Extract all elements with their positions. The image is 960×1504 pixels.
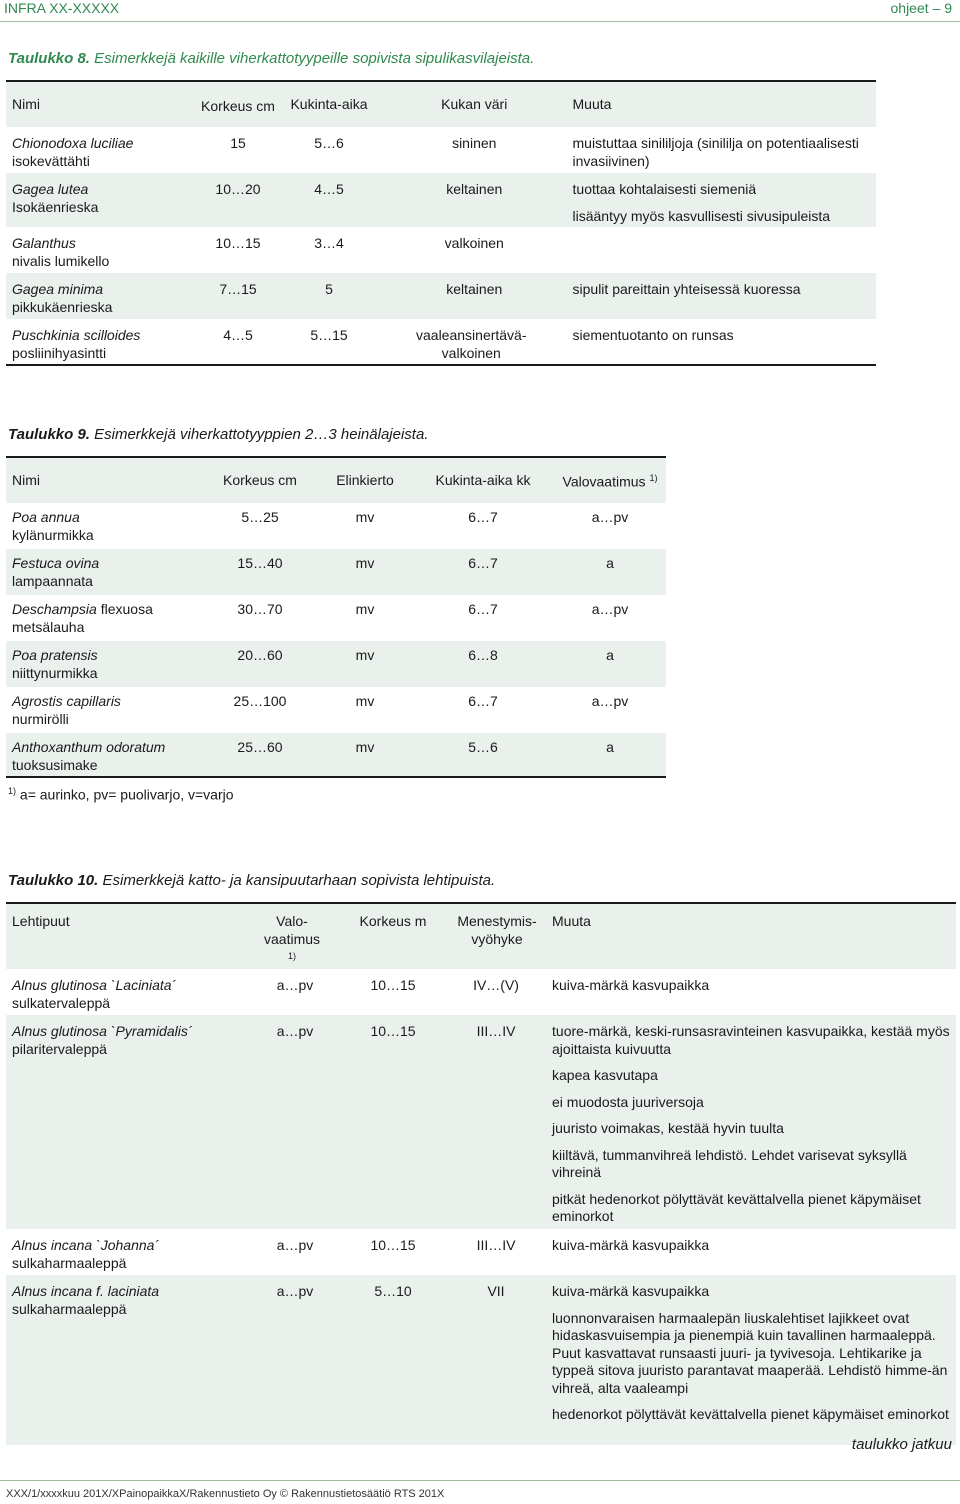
table10-caption-label: Taulukko 10.	[8, 872, 99, 889]
note-value: sipulit pareittain yhteisessä kuoressa	[567, 273, 876, 319]
t9-name-cell	[6, 549, 202, 595]
bloom-value: 6…7	[468, 509, 498, 525]
table-row	[6, 319, 876, 365]
finnish-name: pikkukäenrieska	[12, 298, 113, 315]
t8-name-cell	[6, 227, 194, 273]
table-continues-note: taulukko jatkuu	[851, 1436, 952, 1453]
table9-footnote	[8, 783, 234, 804]
latin-name: Anthoxanthum odoratum	[12, 739, 166, 755]
latin-name: Chionodoxa luciliae	[12, 135, 134, 151]
t9-name-cell	[6, 595, 202, 641]
t9-name-cell	[6, 641, 202, 687]
latin-name: Alnus glutinosa `Pyramidalis´	[12, 1023, 193, 1040]
t9-col-light-label: Valovaatimus	[562, 473, 646, 490]
table-row	[6, 687, 666, 733]
t9-col-height: Korkeus cm	[202, 457, 312, 503]
t10-col-light	[244, 903, 340, 969]
finnish-name: nurmirölli	[12, 710, 69, 727]
table-row	[6, 227, 876, 273]
t10-col-zone: Menestymis-vyöhyke	[440, 903, 546, 969]
table-row	[6, 549, 666, 595]
note-value	[567, 227, 876, 273]
table-row	[6, 969, 956, 1015]
table9-caption-label: Taulukko 9.	[8, 426, 90, 443]
life-value: mv	[355, 693, 375, 709]
life-value: mv	[312, 733, 412, 777]
t10-name-cell	[6, 1275, 244, 1445]
table9	[6, 456, 666, 778]
note-value: juuristo voimakas, kestää hyvin tuulta	[552, 1120, 784, 1137]
latin-name: Gagea minima	[12, 281, 104, 297]
note-value: lisääntyy myös kasvullisesti sivusipuleista	[572, 207, 831, 224]
note-value: kuiva-märkä kasvupaikka	[552, 977, 710, 994]
bloom-value: 5	[276, 273, 376, 319]
table-row	[6, 595, 666, 641]
latin-name: Alnus glutinosa `Laciniata´	[12, 977, 177, 994]
t8-col-color: Kukan väri	[376, 81, 567, 127]
height-value: 5…10	[340, 1275, 440, 1445]
latin-name: Galanthus	[12, 235, 76, 251]
life-value: mv	[312, 549, 412, 595]
note-cell	[546, 1275, 956, 1445]
bloom-value: 6…7	[468, 693, 498, 709]
finnish-name: pilaritervaleppä	[12, 1040, 107, 1057]
bloom-value: 5…15	[310, 327, 348, 343]
table-row	[6, 733, 666, 777]
height-value: 20…60	[202, 641, 312, 687]
latin-name: Gagea lutea	[12, 181, 89, 197]
color-value: vaaleansinertävä-valkoinen	[416, 327, 527, 361]
header-divider	[0, 21, 960, 22]
t10-col-note: Muuta	[546, 903, 956, 969]
light-value: a…pv	[591, 693, 629, 709]
finnish-name: posliinihyasintti	[12, 344, 107, 361]
table-row	[6, 173, 876, 227]
latin-name: Deschampsia	[12, 601, 97, 617]
finnish-name: isokevättähti	[12, 152, 90, 169]
t9-col-bloom: Kukinta-aika kk	[412, 457, 548, 503]
color-value: keltainen	[376, 273, 567, 319]
table8	[6, 80, 876, 366]
height-value: 25…100	[233, 693, 287, 709]
height-value: 5…25	[241, 509, 279, 525]
finnish-name: sulkaharmaaleppä	[12, 1254, 127, 1271]
height-value: 30…70	[237, 601, 283, 617]
light-value: a…pv	[591, 509, 629, 525]
color-value: valkoinen	[444, 235, 504, 251]
light-value: a…pv	[591, 601, 629, 617]
finnish-name: sulkaharmaaleppä	[12, 1300, 127, 1317]
t8-col-name: Nimi	[6, 81, 194, 127]
table-row	[6, 273, 876, 319]
note-value: kuiva-märkä kasvupaikka	[552, 1237, 710, 1254]
height-value: 4…5	[223, 327, 253, 343]
table-row	[6, 127, 876, 173]
table8-caption	[8, 50, 534, 68]
finnish-name: nivalis lumikello	[12, 252, 110, 269]
bloom-value: 3…4	[314, 235, 344, 251]
note-value: pitkät hedenorkot pölyttävät kevättalvella pienet käpymäiset eminorkot	[552, 1190, 921, 1225]
t9-col-life: Elinkierto	[312, 457, 412, 503]
note-cell	[546, 1015, 956, 1229]
t10-name-cell	[6, 969, 244, 1015]
t8-name-cell	[6, 173, 194, 227]
height-value: 7…15	[194, 273, 276, 319]
height-value: 10…15	[370, 977, 416, 994]
latin-name: Agrostis capillaris	[12, 693, 121, 709]
latin-name: Poa pratensis	[12, 647, 98, 663]
latin-name: Alnus incana `Johanna´	[12, 1237, 160, 1254]
height-value: 10…20	[194, 173, 276, 227]
bloom-value: 5…6	[412, 733, 548, 777]
t9-col-name: Nimi	[6, 457, 202, 503]
t9-name-cell	[6, 503, 202, 549]
light-value: a…pv	[244, 1275, 340, 1445]
note-value: luonnonvaraisen harmaalepän liuskalehtiset lajikkeet ovat hidaskasvuisempia ja pienempiä kuin tavallinen harmaaleppä. Puut kasvattavat runsaasti juuri- ja tyvivesoja. Lehtikarike ja typpeä sitova juuristo parantavat maaperää. Lehdistö himme-än vihreä, alta vaaleampi	[552, 1309, 948, 1396]
bloom-value: 6…7	[412, 549, 548, 595]
t9-name-cell	[6, 687, 202, 733]
bloom-value: 4…5	[276, 173, 376, 227]
finnish-name: sulkatervaleppä	[12, 994, 111, 1011]
t10-name-cell	[6, 1015, 244, 1229]
latin-name: Alnus incana f. laciniata	[12, 1283, 160, 1300]
light-value: a	[548, 733, 666, 777]
latin-name-rest: flexuosa	[96, 601, 153, 617]
footnote-marker: 1)	[649, 472, 658, 483]
table10-caption-text: Esimerkkejä katto- ja kansipuutarhaan sopivista lehtipuista.	[98, 872, 496, 889]
note-cell	[546, 969, 956, 1015]
note-value: ei muodosta juuriversoja	[552, 1093, 704, 1110]
footnote-marker: 1)	[8, 786, 17, 796]
note-value: hedenorkot pölyttävät kevättalvella pienet käpymäiset eminorkot	[552, 1406, 949, 1423]
zone-value: III…IV	[476, 1237, 516, 1254]
page-number: ohjeet – 9	[890, 0, 952, 16]
note-cell	[567, 173, 876, 227]
t8-col-bloom: Kukinta-aika	[276, 81, 376, 127]
color-value: sininen	[452, 135, 497, 151]
t10-col-tree: Lehtipuut	[6, 903, 244, 969]
note-value: siementuotanto on runsas	[572, 327, 734, 343]
bloom-value: 6…8	[412, 641, 548, 687]
latin-name: Festuca ovina	[12, 555, 100, 571]
zone-value: III…IV	[440, 1015, 546, 1229]
finnish-name: Isokäenrieska	[12, 198, 99, 215]
t10-col-height: Korkeus m	[340, 903, 440, 969]
table-row	[6, 641, 666, 687]
t10-name-cell	[6, 1229, 244, 1275]
zone-value: VII	[440, 1275, 546, 1445]
zone-value: IV…(V)	[473, 977, 519, 994]
footnote-text: a= aurinko, pv= puolivarjo, v=varjo	[16, 786, 234, 803]
t8-name-cell	[6, 273, 194, 319]
table-row	[6, 1015, 956, 1229]
document-code: INFRA XX-XXXXX	[4, 0, 120, 16]
bloom-value: 5…6	[314, 135, 344, 151]
table9-caption-text: Esimerkkejä viherkattotyyppien 2…3 heinälajeista.	[89, 426, 429, 443]
table-row	[6, 1229, 956, 1275]
t10-col-light-label: Valo-vaatimus	[264, 913, 321, 947]
table9-caption	[8, 426, 428, 444]
table8-caption-label: Taulukko 8.	[8, 50, 90, 67]
light-value: a…pv	[276, 1237, 314, 1254]
table10	[6, 902, 956, 1445]
height-value: 10…15	[340, 1015, 440, 1229]
finnish-name: kylänurmikka	[12, 526, 94, 543]
note-value: muistuttaa sinililjoja (sinililja on potentiaalisesti invasiivinen)	[572, 135, 859, 169]
light-value: a…pv	[244, 1015, 340, 1229]
note-value: kuiva-märkä kasvupaikka	[552, 1283, 710, 1300]
t8-name-cell	[6, 319, 194, 365]
latin-name: Puschkinia scilloides	[12, 327, 141, 343]
t8-col-note: Muuta	[567, 81, 876, 127]
finnish-name: tuoksusimake	[12, 756, 98, 773]
light-value: a…pv	[276, 977, 314, 994]
table10-caption	[8, 872, 495, 890]
footer-divider	[0, 1480, 960, 1481]
footnote-marker: 1)	[288, 951, 297, 961]
color-value: keltainen	[376, 173, 567, 227]
height-value: 10…15	[370, 1237, 416, 1254]
note-value: tuottaa kohtalaisesti siemeniä	[572, 181, 757, 197]
life-value: mv	[312, 641, 412, 687]
height-value: 25…60	[202, 733, 312, 777]
t8-col-height: Korkeus cm	[194, 81, 276, 127]
table-row	[6, 1275, 956, 1445]
t8-name-cell	[6, 127, 194, 173]
t9-col-light	[548, 457, 666, 503]
life-value: mv	[355, 601, 375, 617]
table8-caption-text: Esimerkkejä kaikille viherkattotyypeille sopivista sipulikasvilajeista.	[89, 50, 535, 67]
finnish-name: metsälauha	[12, 618, 85, 635]
t9-name-cell	[6, 733, 202, 777]
finnish-name: niittynurmikka	[12, 664, 98, 681]
note-cell	[546, 1229, 956, 1275]
light-value: a	[548, 549, 666, 595]
note-value: kiiltävä, tummanvihreä lehdistö. Lehdet varisevat syksyllä vihreinä	[552, 1146, 907, 1181]
height-value: 15…40	[202, 549, 312, 595]
note-value: kapea kasvutapa	[552, 1067, 658, 1084]
height-value: 10…15	[215, 235, 261, 251]
bloom-value: 6…7	[468, 601, 498, 617]
latin-name: Poa annua	[12, 509, 80, 525]
light-value: a	[548, 641, 666, 687]
finnish-name: lampaannata	[12, 572, 93, 589]
life-value: mv	[355, 509, 375, 525]
table-row	[6, 503, 666, 549]
footer-text: XXX/1/xxxxkuu 201X/XPainopaikkaX/Rakennustieto Oy © Rakennustietosäätiö RTS 201X	[6, 1488, 445, 1500]
height-value: 15	[230, 135, 246, 151]
note-value: tuore-märkä, keski-runsasravinteinen kasvupaikka, kestää myös ajoittaista kuivuutta	[552, 1023, 950, 1057]
